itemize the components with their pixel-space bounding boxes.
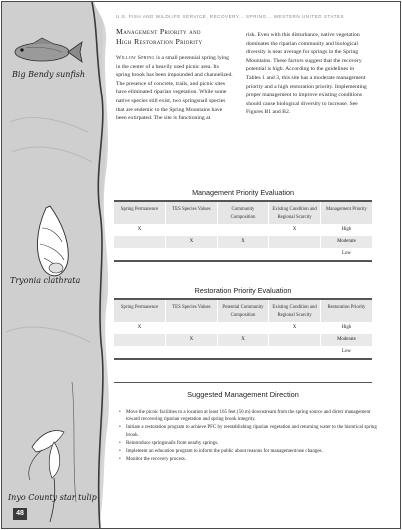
table-cell <box>217 224 269 236</box>
table-cell: X <box>269 224 321 236</box>
list-item: • Implement an education program to inform the public about reasons for management/use changes. <box>119 448 381 455</box>
table-cell <box>114 334 166 346</box>
table-row <box>114 236 372 248</box>
list-item: • Initiate a restoration program to achieve PFC by reestablishing riparian vegetation and returning water to the historical spring brook. <box>119 424 381 439</box>
table-cell: X <box>137 325 142 331</box>
table-cell: Moderate <box>320 334 372 346</box>
table-row <box>114 334 372 346</box>
header-management-priority: Management Priority <box>320 201 372 224</box>
table-cell <box>217 248 269 261</box>
table-cell <box>217 322 269 334</box>
caption-snail: Tryonia clathrata <box>10 276 81 285</box>
restoration-priority-table <box>114 298 372 360</box>
header-community-composition: Community Composition <box>217 201 269 224</box>
header-tes-species: TES Species Values <box>166 299 218 322</box>
table-cell <box>217 346 269 359</box>
sidebar-illustration-panel <box>2 2 114 529</box>
header-spring-permanence: Spring Permanence <box>114 299 166 322</box>
management-priority-table <box>114 200 372 262</box>
page-number: 48 <box>13 508 27 520</box>
list-item: • Move the picnic facilities to a location at least 165 feet (50 m) downstream from the spring source and direct management toward recovering riparian vegetation and spring brook integrity. <box>119 409 381 424</box>
table-cell <box>269 346 321 359</box>
table-cell: X <box>166 334 218 346</box>
table-row <box>114 224 372 236</box>
table-cell: Low <box>320 346 372 359</box>
table-cell <box>269 248 321 261</box>
management-direction-list <box>119 409 381 464</box>
table-cell <box>166 346 218 359</box>
table-row <box>114 322 372 334</box>
section-heading <box>116 27 234 46</box>
table-cell <box>166 224 218 236</box>
table-cell <box>114 346 166 359</box>
header-existing-condition: Existing Condition and Regional Scarcity <box>269 201 321 224</box>
table-header-row <box>114 299 372 322</box>
table-cell: High <box>320 224 372 236</box>
header-tes-species: TES Species Values <box>166 201 218 224</box>
header-spring-permanence: Spring Permanence <box>114 201 166 224</box>
lead-word: Willow Spring <box>116 55 155 61</box>
sidebar-artwork <box>2 2 114 529</box>
body-text-left <box>116 54 234 123</box>
header-existing-condition: Existing Condition and Regional Scarcity <box>269 299 321 322</box>
management-table-title: Management Priority Evaluation <box>192 188 294 197</box>
table-cell <box>269 236 321 248</box>
table-cell <box>114 248 166 261</box>
body-text-right: risk. Even with this disturbance, native vegetation dominates the riparian community and biological diversity is near average for springs in the Spring Mountains. These factors suggest that the recovery potential is high. According to the guidelines in Tables 1 and 3, this site has a moderate management priority and a high restoration priority. Implementing proper management to improve existing conditions should cause biological diversity to increase. See Figures B1 and B2. <box>246 32 367 116</box>
table-cell: X <box>137 227 142 233</box>
table-cell: X <box>217 236 269 248</box>
table-cell: High <box>320 322 372 334</box>
table-cell <box>114 236 166 248</box>
management-direction-title: Suggested Management Direction <box>187 390 299 399</box>
table-row <box>114 248 372 261</box>
table-cell: Moderate <box>320 236 372 248</box>
header-potential-community: Potential Community Composition <box>217 299 269 322</box>
divider <box>114 382 372 383</box>
caption-tulip: Inyo County star tulip <box>8 493 97 502</box>
section-heading-line-1: Management Priority and <box>116 27 201 36</box>
table-cell <box>269 334 321 346</box>
table-cell: Low <box>320 248 372 261</box>
restoration-table-title: Restoration Priority Evaluation <box>194 286 292 295</box>
section-heading-line-2: High Restoration Priority <box>116 36 203 46</box>
list-item: • Reintroduce springsnails from nearby springs. <box>119 440 381 447</box>
caption-fish: Big Bendy sunfish <box>12 70 86 79</box>
table-cell <box>166 322 218 334</box>
table-cell: X <box>166 236 218 248</box>
running-head: U.S. FISH AND WILDLIFE SERVICE, RECOVERY... SPRING... WESTERN UNITED STATES <box>116 14 345 19</box>
header-restoration-priority: Restoration Priority <box>320 299 372 322</box>
table-cell: X <box>269 322 321 334</box>
table-header-row <box>114 201 372 224</box>
table-row <box>114 346 372 359</box>
body-text-left-content: is a small perennial spring lying in the center of a heavily used picnic area. Its spring brook has been impounded and channelized. The presence of concrete, trails, and picnic sites have eliminated riparian vegetation. While some native species still exist, two springsnail species that are endemic to the Spring Mountains have been extirpated. The site is functioning at <box>116 55 233 122</box>
page <box>1 1 401 529</box>
table-cell <box>166 248 218 261</box>
list-item: • Monitor the recovery process. <box>119 456 381 463</box>
table-cell: X <box>217 334 269 346</box>
